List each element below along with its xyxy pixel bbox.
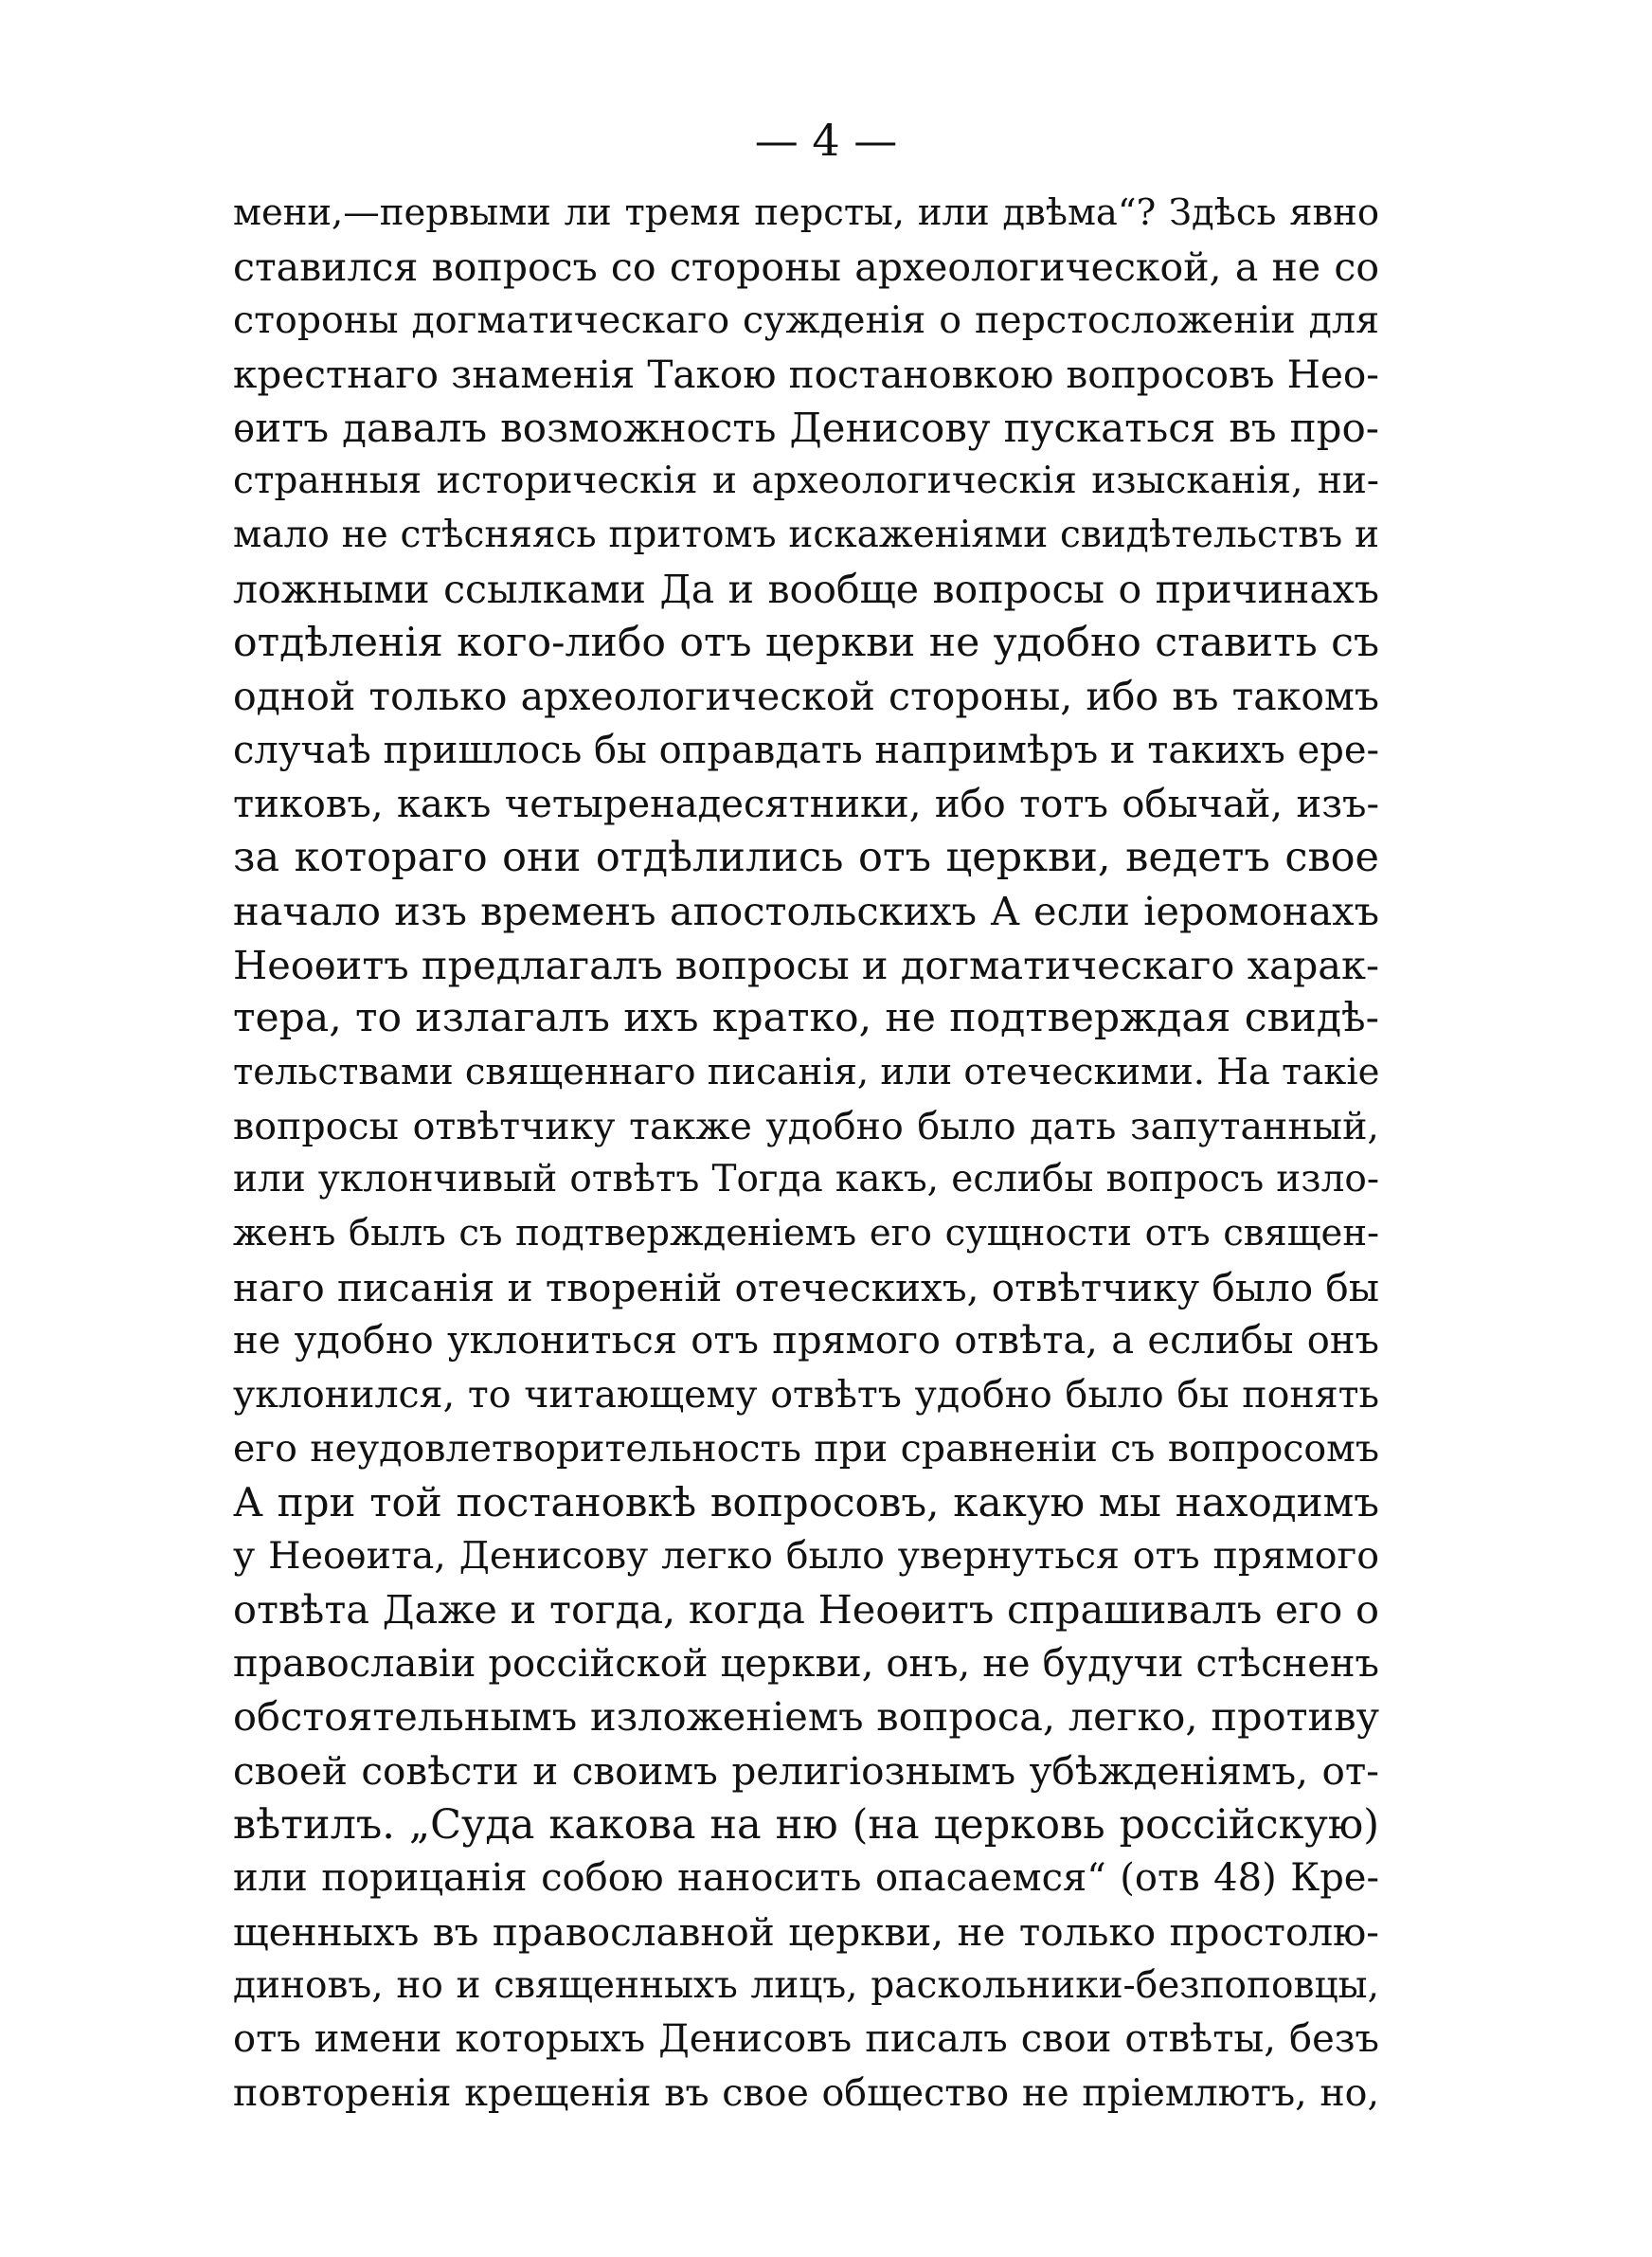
text-line: тельствами священнаго писанія, или отеческими. На такіе — [233, 1051, 1379, 1093]
text-line: вѣтилъ. „Суда какова на ню (на церковь россійскую) — [233, 1800, 1379, 1849]
text-line: отвѣта Даже и тогда, когда Неоѳитъ спрашивалъ его о — [233, 1585, 1379, 1633]
text-line: щенныхъ въ православной церкви, не только простолю- — [233, 1909, 1379, 1955]
text-line: А при той постановкѣ вопросовъ, какую мы находимъ — [233, 1478, 1379, 1526]
text-line: ѳитъ давалъ возможность Денисову пускаться въ про- — [233, 404, 1379, 451]
text-line: за котораго они отдѣлились отъ церкви, ведетъ свое — [233, 834, 1379, 882]
text-line: женъ былъ съ подтвержденіемъ его сущности отъ священ- — [233, 1212, 1379, 1255]
text-line: своей совѣсти и своимъ религіознымъ убѣжденіямъ, от- — [233, 1747, 1379, 1794]
text-line: у Неоѳита, Денисову легко было увернуться отъ прямого — [233, 1534, 1379, 1579]
text-line: или порицанія собою наносить опасаемся“ (отв 48) Кре- — [233, 1856, 1379, 1901]
text-line: наго писанія и твореній отеческихъ, отвѣтчику было бы — [233, 1264, 1379, 1310]
text-line: случаѣ пришлось бы оправдать напримѣръ и такихъ ере- — [233, 728, 1379, 772]
text-line: диновъ, но и священныхъ лицъ, раскольники-безпоповцы, — [233, 1963, 1379, 2007]
text-line: начало изъ временъ апостольскихъ А если іеромонахъ — [233, 887, 1379, 934]
text-line: обстоятельнымъ изложеніемъ вопроса, легко, противу — [233, 1693, 1379, 1741]
text-line: ложными ссылками Да и вообще вопросы о причинахъ — [233, 566, 1379, 612]
body-text — [233, 187, 1379, 2121]
text-line: Неоѳитъ предлагалъ вопросы и догматическаго харак- — [233, 941, 1379, 988]
text-line: православіи россійской церкви, онъ, не будучи стѣсненъ — [233, 1641, 1379, 1686]
text-line: его неудовлетворительность при сравненіи съ вопросомъ — [233, 1426, 1379, 1471]
text-line: странныя историческія и археологическія изысканія, ни- — [233, 460, 1379, 503]
text-line: вопросы отвѣтчику также удобно было дать запутанный, — [233, 1104, 1379, 1148]
text-line: тера, то излагалъ ихъ кратко, не подтверждая свидѣ- — [233, 995, 1379, 1042]
text-line: не удобно уклониться отъ прямого отвѣта, а еслибы онъ — [233, 1319, 1379, 1363]
text-line: повторенія крещенія въ свое общество не пріемлютъ, но, — [233, 2071, 1379, 2116]
text-line: уклонился, то читающему отвѣтъ удобно было бы понять — [233, 1373, 1379, 1417]
text-line: стороны догматическаго сужденія о перстосложеніи для — [233, 298, 1379, 343]
text-line: отдѣленія кого-либо отъ церкви не удобно ставить съ — [233, 619, 1379, 666]
text-line: мало не стѣсняясь притомъ искаженіями свидѣтельствъ и — [233, 514, 1379, 557]
text-line: крестнаго знаменія Такою постановкою вопросовъ Нео- — [233, 352, 1379, 398]
text-line: отъ имени которыхъ Денисовъ писалъ свои отвѣты, безъ — [233, 2017, 1379, 2062]
text-line: тиковъ, какъ четыренадесятники, ибо тотъ обычай, изъ- — [233, 782, 1379, 826]
text-line: или уклончивый отвѣтъ Тогда какъ, еслибы вопросъ изло- — [233, 1158, 1379, 1201]
text-line: одной только археологической стороны, ибо въ такомъ — [233, 674, 1379, 720]
text-line: ставился вопросъ со стороны археологической, а не со — [233, 244, 1379, 290]
page-number: — 4 — — [754, 115, 898, 166]
text-line: мени,—первыми ли тремя персты, или двѣма“? Здѣсь явно — [233, 191, 1379, 234]
